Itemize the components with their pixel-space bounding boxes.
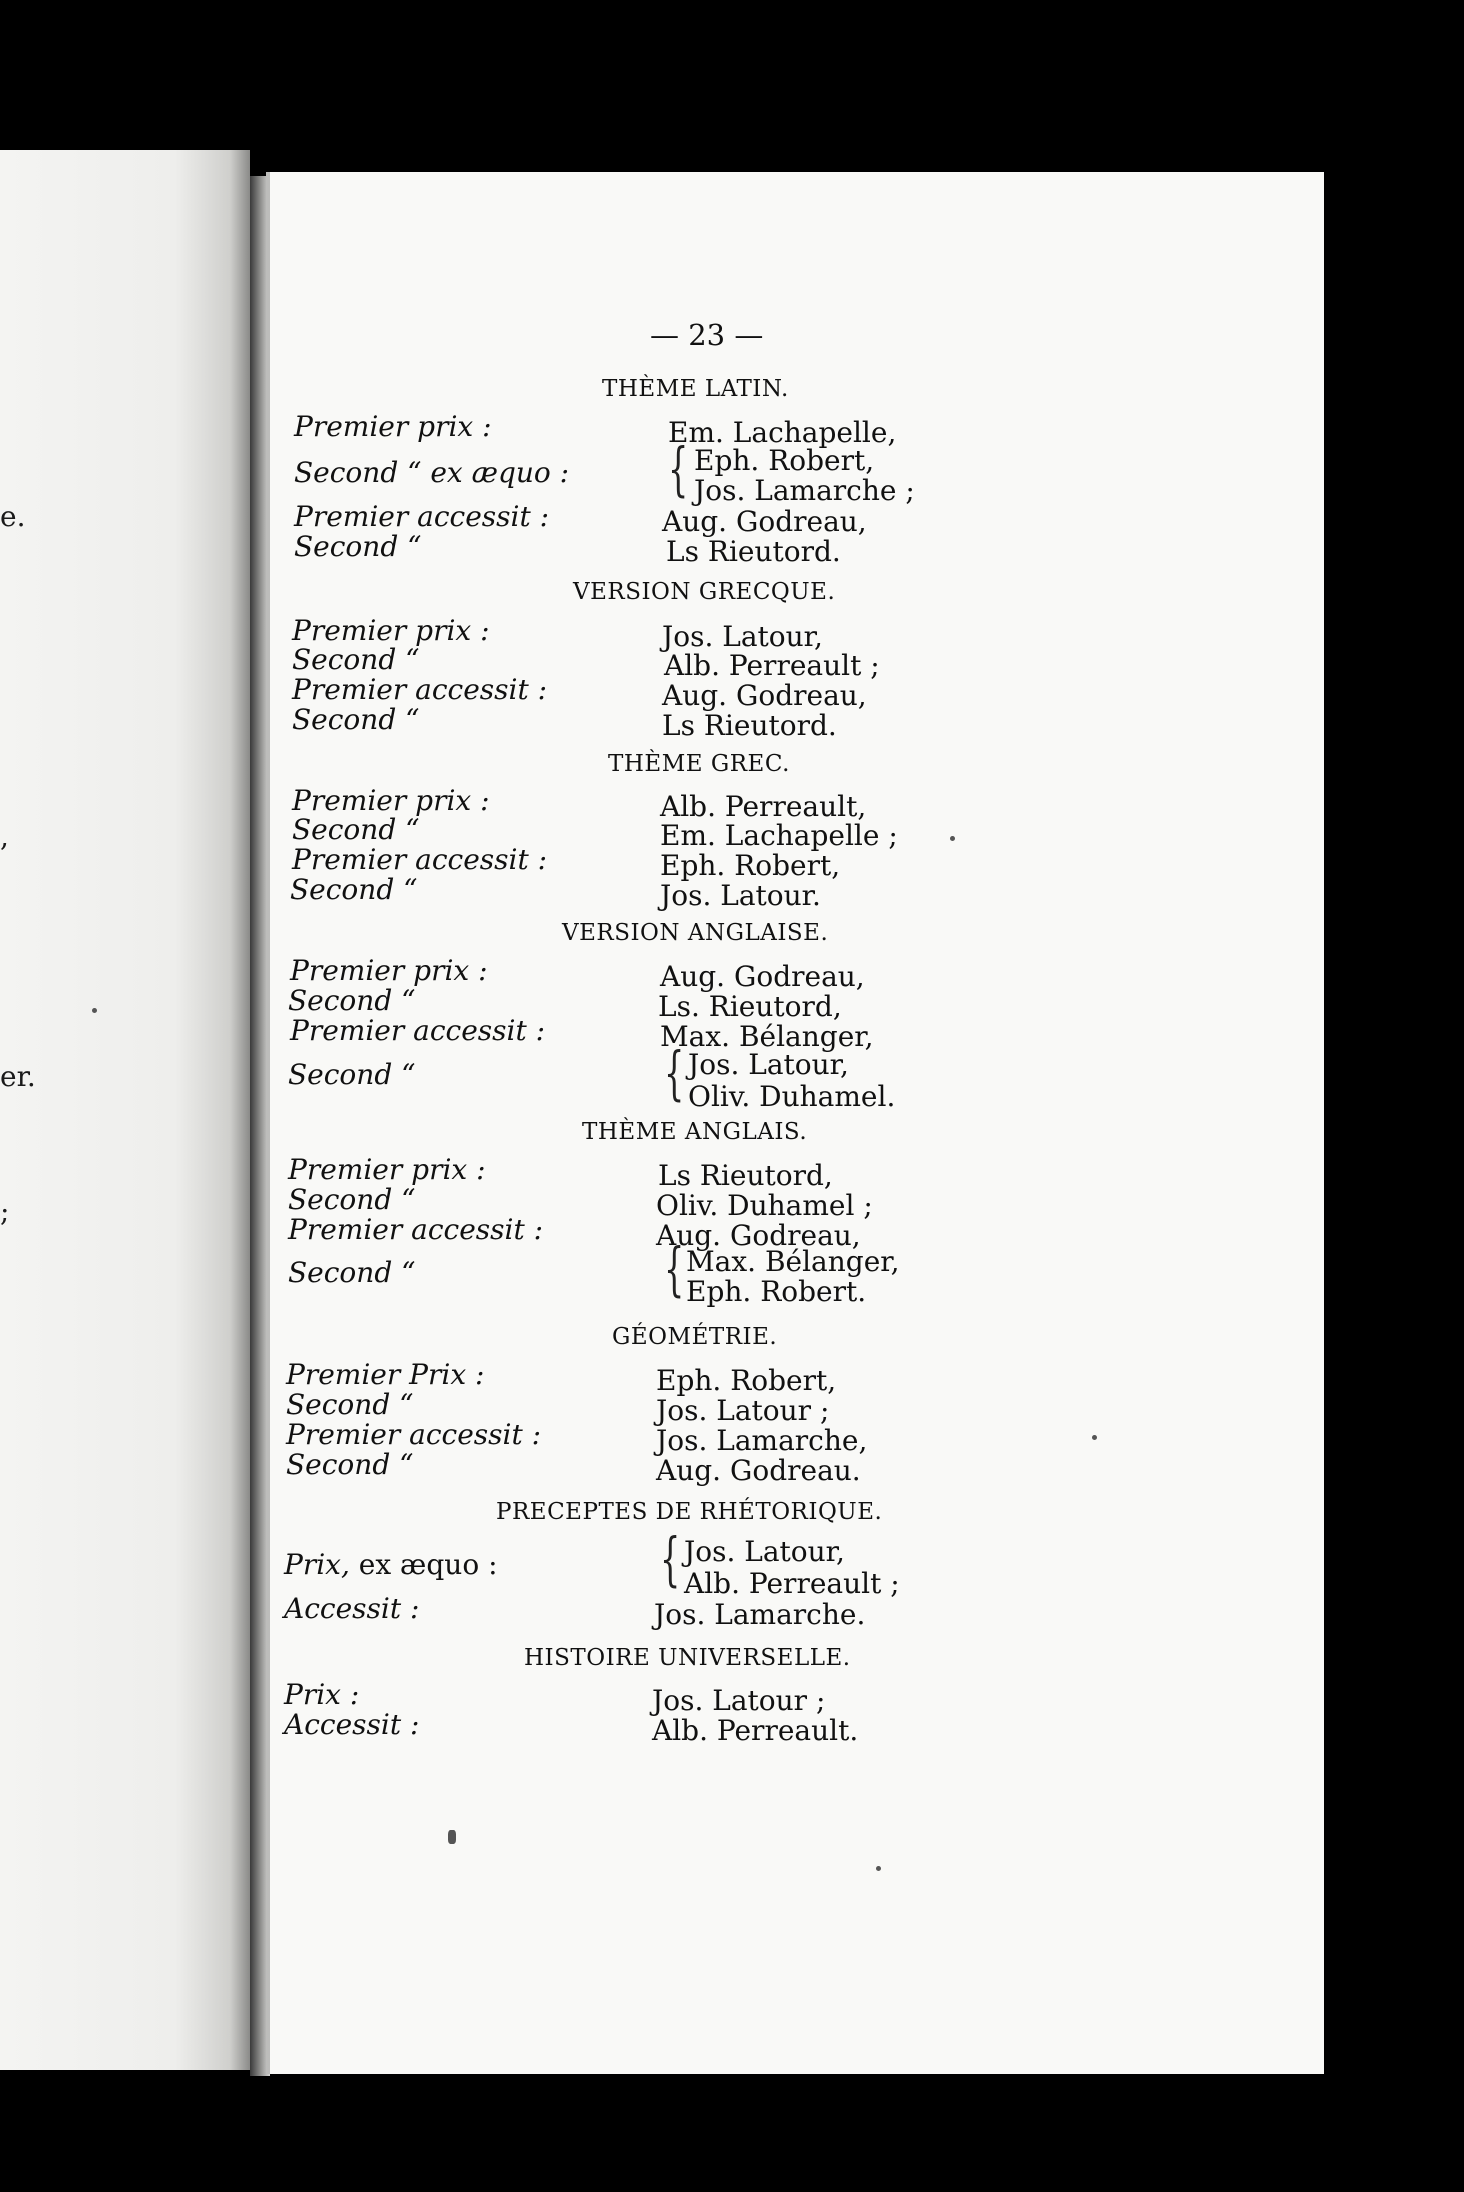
award-name: Jos. Latour ;: [656, 1394, 830, 1427]
award-name: Eph. Robert.: [686, 1275, 867, 1308]
print-speck: [876, 1866, 881, 1871]
award-name: Alb. Perreault ;: [684, 1567, 900, 1600]
award-name: Max. Bélanger,: [686, 1245, 900, 1278]
award-label: Second “: [294, 530, 422, 563]
section-heading: THÈME LATIN.: [602, 376, 789, 402]
award-label: Second “: [286, 1448, 414, 1481]
award-label: Premier prix :: [292, 784, 490, 817]
award-name: Oliv. Duhamel ;: [656, 1189, 873, 1222]
award-name: Eph. Robert,: [694, 444, 875, 477]
award-name: Jos. Latour ;: [652, 1684, 826, 1717]
award-name: Jos. Lamarche,: [656, 1424, 868, 1457]
section-heading: THÈME GREC.: [608, 751, 790, 777]
section-heading: VERSION GRECQUE.: [573, 579, 836, 605]
award-label: Premier accessit :: [292, 673, 548, 706]
award-label: Premier accessit :: [294, 500, 550, 533]
award-label: Premier accessit :: [290, 1014, 546, 1047]
award-name: Jos. Lamarche.: [654, 1598, 866, 1631]
award-label: Second “ ex æquo :: [294, 456, 570, 489]
award-label: Premier accessit :: [292, 843, 548, 876]
left-page-edge: [0, 150, 250, 2070]
brace-glyph: {: [668, 435, 689, 503]
award-label: Prix, ex æquo :: [284, 1548, 498, 1581]
section-heading: VERSION ANGLAISE.: [562, 920, 829, 946]
award-name: Aug. Godreau,: [660, 960, 865, 993]
award-label: Second “: [292, 813, 420, 846]
award-name: Eph. Robert,: [660, 849, 841, 882]
award-name: Jos. Latour,: [688, 1048, 849, 1081]
section-heading: THÈME ANGLAIS.: [582, 1119, 808, 1145]
brace-glyph: {: [664, 1039, 685, 1107]
award-label: Second “: [288, 1058, 416, 1091]
award-name: Aug. Godreau,: [662, 679, 867, 712]
award-label: Accessit :: [284, 1592, 420, 1625]
print-speck: [92, 1008, 97, 1013]
award-label: Second “: [288, 1183, 416, 1216]
award-label: Second “: [286, 1388, 414, 1421]
award-name: Alb. Perreault,: [660, 790, 867, 823]
award-name: Alb. Perreault ;: [664, 649, 880, 682]
award-label: Premier prix :: [290, 954, 488, 987]
award-label: Premier prix :: [292, 614, 490, 647]
brace-glyph: {: [664, 1235, 685, 1303]
award-name: Em. Lachapelle,: [668, 416, 897, 449]
award-name: Aug. Godreau,: [662, 505, 867, 538]
print-speck: [448, 1830, 456, 1844]
section-heading: PRECEPTES DE RHÉTORIQUE.: [496, 1499, 883, 1525]
award-name: Em. Lachapelle ;: [660, 819, 898, 852]
award-name: Jos. Lamarche ;: [694, 474, 915, 507]
award-label: Premier prix :: [288, 1153, 486, 1186]
award-name: Aug. Godreau,: [656, 1219, 861, 1252]
award-name: Alb. Perreault.: [652, 1714, 859, 1747]
brace-glyph: {: [660, 1525, 681, 1593]
award-name: Eph. Robert,: [656, 1364, 837, 1397]
award-label: Premier Prix :: [286, 1358, 485, 1391]
left-page-fragment: e.: [0, 500, 26, 533]
award-label: Premier accessit :: [288, 1213, 544, 1246]
award-label: Second “: [292, 703, 420, 736]
award-label: Second “: [292, 643, 420, 676]
award-name: Aug. Godreau.: [656, 1454, 861, 1487]
award-name: Jos. Latour.: [660, 879, 821, 912]
award-name: Oliv. Duhamel.: [688, 1080, 896, 1113]
left-page-fragment: ;: [0, 1195, 10, 1228]
award-name: Jos. Latour,: [662, 620, 823, 653]
print-speck: [1092, 1435, 1097, 1440]
award-name: Max. Bélanger,: [660, 1020, 874, 1053]
left-page-fragment: ,: [0, 820, 9, 853]
award-name: Ls Rieutord,: [658, 1159, 833, 1192]
award-label: Accessit :: [284, 1708, 420, 1741]
award-label: Second “: [288, 1256, 416, 1289]
print-speck: [950, 836, 955, 841]
page-number: — 23 —: [650, 318, 764, 352]
left-page-fragment: er.: [0, 1060, 36, 1093]
award-name: Ls. Rieutord,: [658, 990, 842, 1023]
award-label: Second “: [288, 984, 416, 1017]
award-name: Ls Rieutord.: [666, 535, 841, 568]
award-name: Ls Rieutord.: [662, 709, 837, 742]
award-label: Prix :: [284, 1678, 360, 1711]
award-name: Jos. Latour,: [684, 1535, 845, 1568]
section-heading: HISTOIRE UNIVERSELLE.: [524, 1645, 851, 1671]
section-heading: GÉOMÉTRIE.: [612, 1324, 778, 1350]
award-label: Premier prix :: [294, 410, 492, 443]
award-label: Second “: [290, 873, 418, 906]
award-label: Premier accessit :: [286, 1418, 542, 1451]
